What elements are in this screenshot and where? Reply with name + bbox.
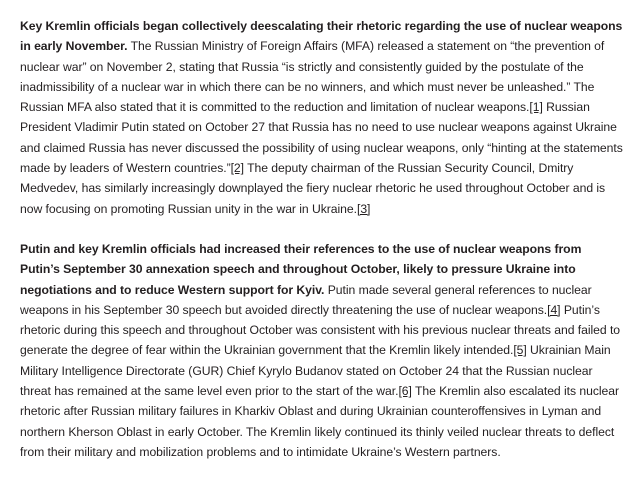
footnote-link[interactable]: [4]	[547, 302, 561, 317]
paragraph-text: Russian President Vladimir Putin stated on October 27 that Russia has no need to use nuclear weapons against Ukraine and claimed Russia has never discussed the possibility of using nuclear weapons, only “hinting at the statements made by leaders of Western countries.”	[20, 100, 623, 176]
paragraph-text: Putin’s rhetoric during this speech and throughout October was consistent with his previous nuclear threats and failed to generate the degree of fear within the Ukrainian government that the Kremlin likely intended.	[20, 302, 621, 358]
paragraph-lead: Key Kremlin officials began collectively deescalating their rhetoric regarding the use of nuclear weapons in early November.	[20, 19, 623, 54]
footnote-link[interactable]: [1]	[529, 100, 543, 115]
paragraph-text: Putin made several general references to nuclear weapons in his September 30 speech but avoided directly threatening the use of nuclear weapons.	[20, 282, 592, 317]
paragraph-text: The deputy chairman of the Russian Security Council, Dmitry Medvedev, has similarly increasingly downplayed the fiery nuclear rhetoric he used throughout October and is now focusing on promoting Russian unity in the war in Ukraine.	[20, 161, 606, 216]
footnote-link[interactable]: [3]	[356, 201, 371, 216]
paragraph-text: Ukrainian Main Military Intelligence Directorate (GUR) Chief Kyrylo Budanov stated on October 24 that the Russian nuclear threat has remained at the same level even prior to the start of the war.	[20, 343, 611, 399]
paragraph-2	[20, 239, 623, 462]
paragraph-lead: Putin and key Kremlin officials had increased their references to the use of nuclear weapons from Putin’s September 30 annexation speech and throughout October, likely to pressure Ukraine into negotiations and to reduce Western support for Kyiv.	[20, 241, 582, 297]
footnote-link[interactable]: [6]	[398, 384, 412, 399]
footnote-link[interactable]: [2]	[230, 161, 244, 176]
paragraph-text: The Kremlin also escalated its nuclear rhetoric after Russian military failures in Kharkiv Oblast and during Ukrainian counteroffensives in Lyman and northern Kherson Oblast in early October. The Kremlin likely continued its thinly veiled nuclear threats to deflect from their military and mobilization problems and to intimidate Ukraine’s Western partners.	[20, 384, 619, 459]
footnote-link[interactable]: [5]	[513, 343, 527, 358]
paragraph-1	[20, 16, 623, 219]
paragraph-text: The Russian Ministry of Foreign Affairs (MFA) released a statement on “the prevention of nuclear war” on November 2, stating that Russia “is strictly and consistently guided by the postulate of the inadmissibility of a nuclear war in which there can be no winners, and which must never be unleashed.” The Russian MFA also stated that it is committed to the reduction and limitation of nuclear weapons.	[20, 39, 605, 115]
